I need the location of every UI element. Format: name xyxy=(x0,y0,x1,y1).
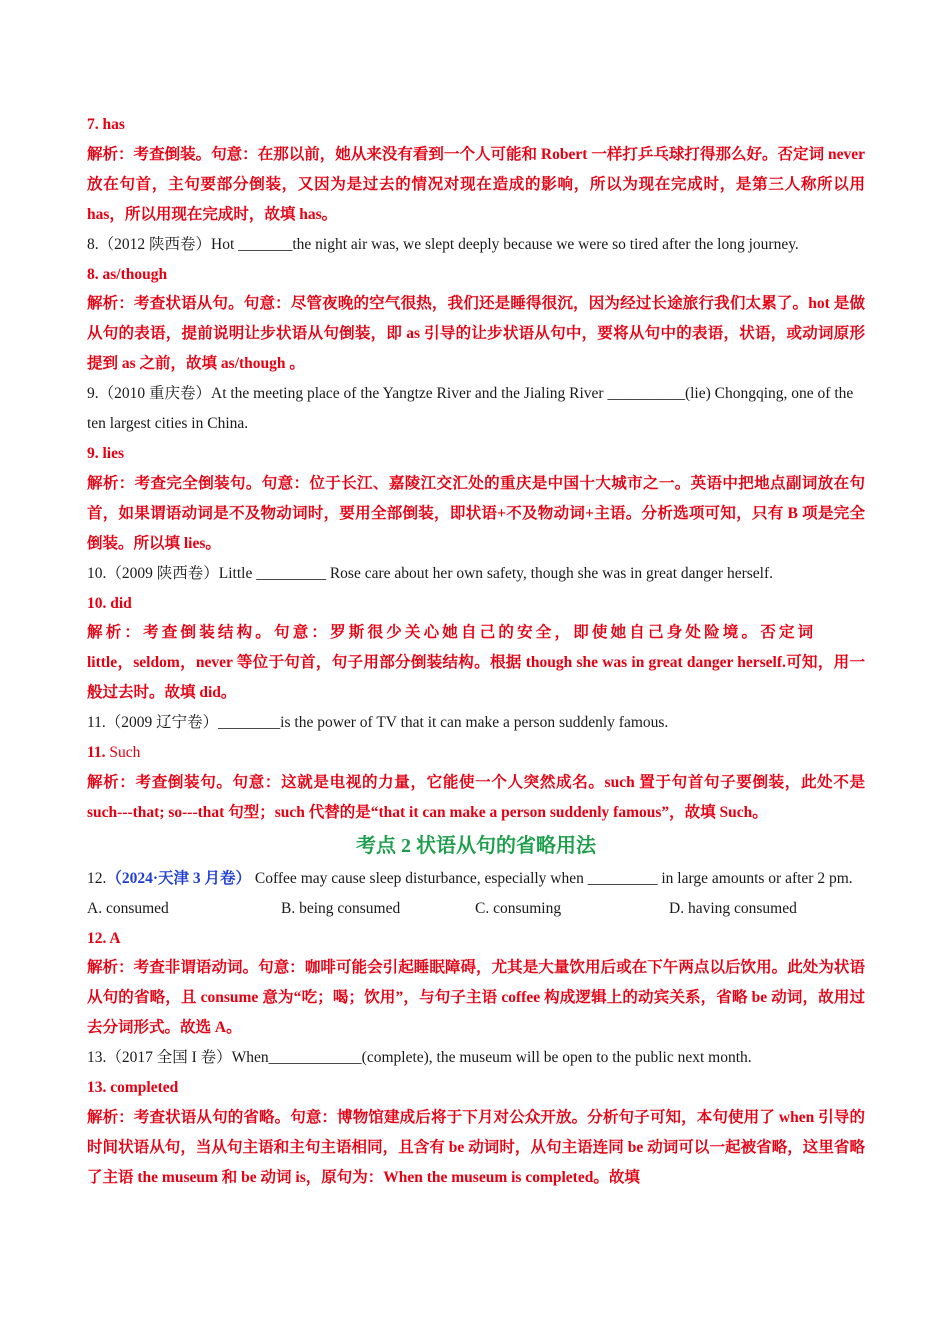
answer-13: 13. completed xyxy=(87,1079,179,1097)
answer-12: 12. A xyxy=(87,929,121,947)
document-content xyxy=(87,110,865,1193)
question-9: 9.（2010 重庆卷）At the meeting place of the Yangtze River and the Jialing River __________(lie) Chongqing, one of the ten largest cities in China. xyxy=(87,385,854,433)
section-heading: 考点 2 状语从句的省略用法 xyxy=(356,834,596,857)
option-d: D. having consumed xyxy=(669,899,797,917)
explanation-7: 解析：考查倒装。句意：在那以前，她从来没有看到一个人可能和 Robert 一样打乒乓球打得那么好。否定词 never 放在句首，主句要部分倒装，又因为是过去的情况对现在造成的影响，所以为现在完成时，是第三人称所以用 has，所以用现在完成时，故填 has。 xyxy=(87,145,865,223)
answer-11-label: 11. xyxy=(87,744,106,762)
explanation-12: 解析：考查非谓语动词。句意：咖啡可能会引起睡眠障碍，尤其是大量饮用后或在下午两点以后饮用。此处为状语从句的省略，且 consume 意为“吃；喝；饮用”，与句子主语 coffee 构成逻辑上的动宾关系，省略 be 动词，故用过去分词形式。故选 A。 xyxy=(87,959,865,1037)
answer-10: 10. did xyxy=(87,594,132,612)
question-12-text: Coffee may cause sleep disturbance, especially when _________ in large amounts or after 2 pm. xyxy=(254,869,853,887)
question-12-source: （2024·天津 3 月卷） xyxy=(106,869,252,887)
question-10: 10.（2009 陕西卷）Little _________ Rose care about her own safety, though she was in great danger herself. xyxy=(87,564,773,582)
question-12 xyxy=(87,864,865,894)
answer-7: 7. has xyxy=(87,116,125,133)
answer-11 xyxy=(87,738,865,768)
answer-8: 8. as/though xyxy=(87,265,168,283)
question-12-number: 12. xyxy=(87,869,107,887)
explanation-11: 解析：考查倒装句。句意：这就是电视的力量，它能使一个人突然成名。such 置于句首句子要倒装，此处不是 such---that; so---that 句型；such 代替的是“that it can make a person suddenly famous”，故填 Such。 xyxy=(87,773,865,821)
explanation-9: 解析：考查完全倒装句。句意：位于长江、嘉陵江交汇处的重庆是中国十大城市之一。英语中把地点副词放在句首，如果谓语动词是不及物动词时，要用全部倒装，即状语+不及物动词+主语。分析选项可知，只有 B 项是完全倒装。所以填 lies。 xyxy=(87,474,865,552)
explanation-10-line-2: little，seldom，never 等位于句首，句子用部分倒装结构。根据 though she was in great danger herself.可知，用一般过去时。故填 did。 xyxy=(87,654,865,702)
answer-11-value: Such xyxy=(109,744,141,762)
question-8: 8.（2012 陕西卷）Hot _______the night air was, we slept deeply because we were so tired after the long journey. xyxy=(87,235,799,253)
option-c: C. consuming xyxy=(475,899,562,917)
option-a: A. consumed xyxy=(87,899,169,917)
explanation-10-line-1: 解析：考查倒装结构。句意：罗斯很少关心她自己的安全，即使她自己身处险境。否定词 xyxy=(87,624,817,642)
explanation-8: 解析：考查状语从句。句意：尽管夜晚的空气很热，我们还是睡得很沉，因为经过长途旅行我们太累了。hot 是做从句的表语，提前说明让步状语从句倒装，即 as 引导的让步状语从句中，要将从句中的表语，状语，或动词原形提到 as 之前，故填 as/though 。 xyxy=(87,295,865,373)
option-b: B. being consumed xyxy=(281,899,401,917)
question-11: 11.（2009 辽宁卷）________is the power of TV that it can make a person suddenly famous. xyxy=(87,714,669,732)
question-13: 13.（2017 全国 I 卷）When____________(complete), the museum will be open to the public next month. xyxy=(87,1049,752,1067)
question-12-options xyxy=(87,894,865,924)
explanation-13: 解析：考查状语从句的省略。句意：博物馆建成后将于下月对公众开放。分析句子可知，本句使用了 when 引导的时间状语从句，当从句主语和主句主语相同，且含有 be 动词时，从句主语连同 be 动词可以一起被省略，这里省略了主语 the museum 和 be 动词 is，原句为：When the museum is completed。故填 xyxy=(87,1109,865,1186)
answer-9: 9. lies xyxy=(87,444,125,462)
